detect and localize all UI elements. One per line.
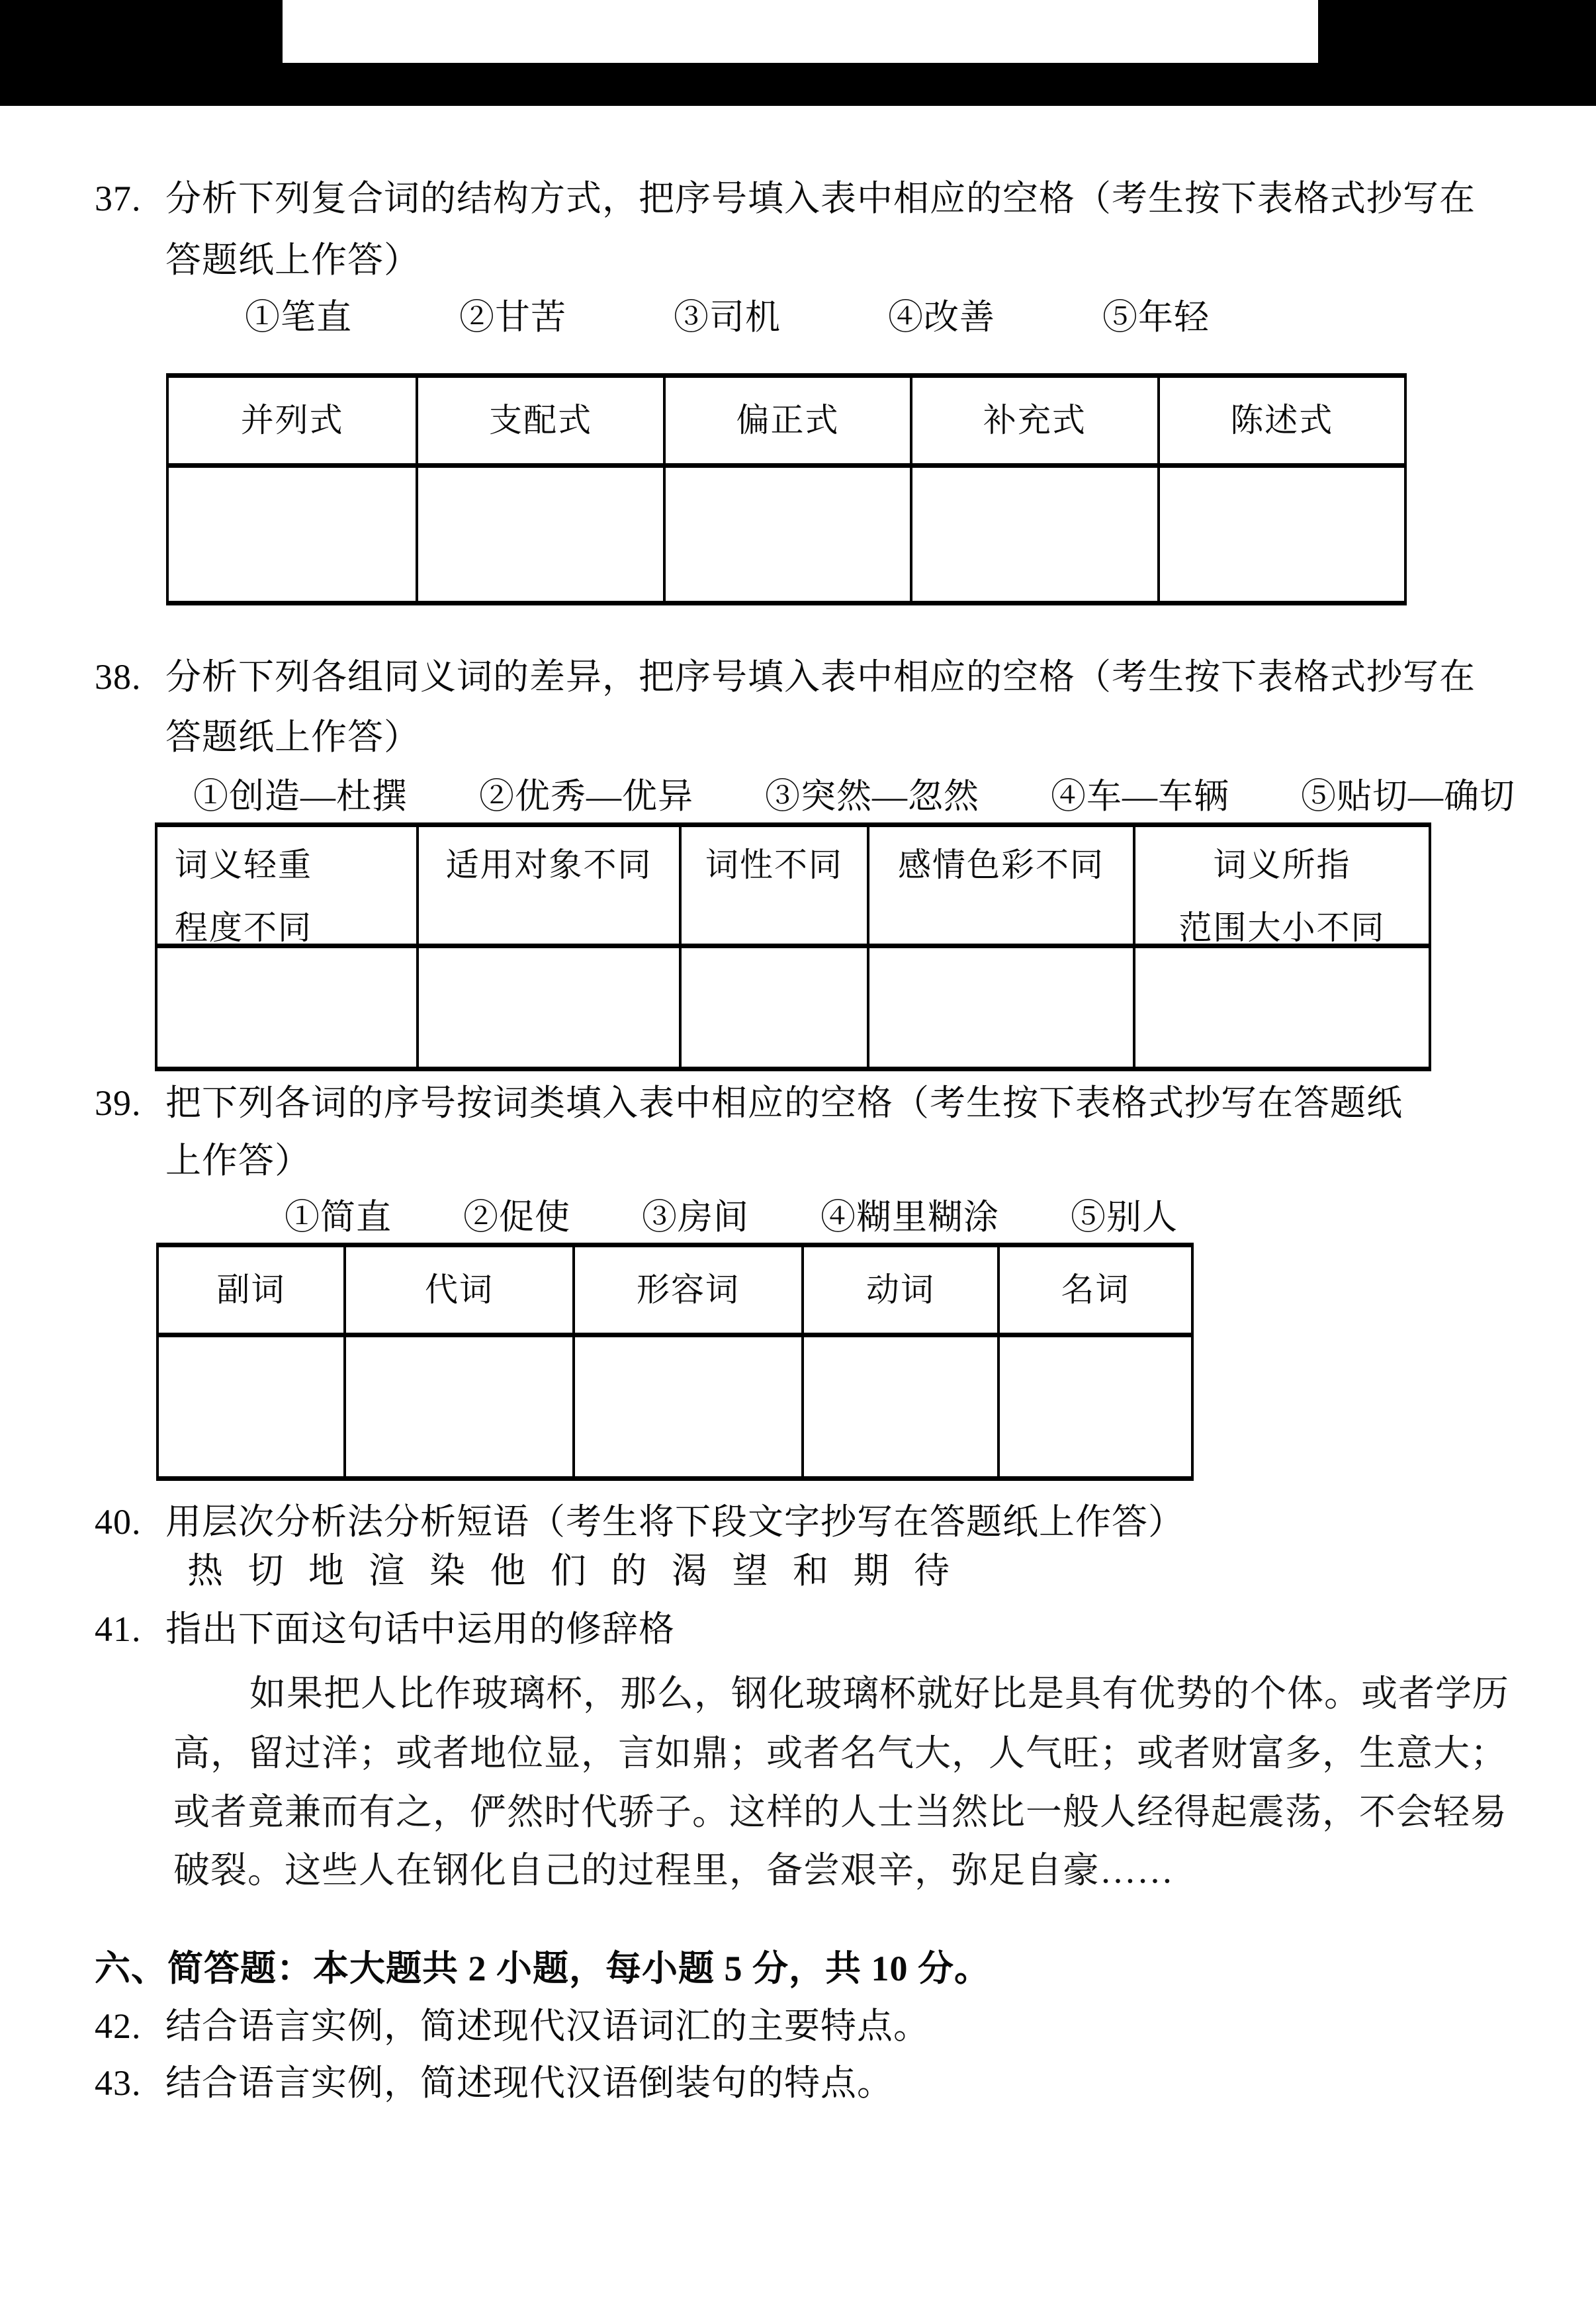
q37-table-header-cell <box>169 378 416 463</box>
question-42-line <box>95 2003 930 2049</box>
q39-header-2: 代词 <box>425 1271 494 1308</box>
q37-header-3: 偏正式 <box>736 402 840 439</box>
paragraph-text: 如果把人比作玻璃杯，那么，钢化玻璃杯就好比是具有优势的个体。或者学历 <box>249 1673 1510 1714</box>
section-6-text: 简答题：本大题共 2 小题，每小题 5 分，共 10 分。 <box>167 1949 991 1988</box>
question-42-number: 42. <box>95 2006 142 2046</box>
q39-table-header-row <box>159 1247 1191 1337</box>
q37-header-2: 支配式 <box>489 402 593 439</box>
question-41-line <box>95 1606 675 1652</box>
q37-table-header-cell <box>416 378 662 463</box>
question-37-line1 <box>95 175 1476 222</box>
q38-table-empty-cell <box>867 948 1133 1067</box>
q37-table-empty-cell <box>910 468 1157 601</box>
q38-table-header-cell <box>416 827 679 944</box>
question-42-text: 结合语言实例，简述现代汉语词汇的主要特点。 <box>165 2006 930 2046</box>
question-37-items-text: ①笔直 ②甘苦 ③司机 ④改善 ⑤年轻 <box>245 298 1210 337</box>
q37-table <box>166 373 1407 605</box>
q38-table-header-cell <box>867 827 1133 944</box>
q39-table-empty-cell <box>572 1337 801 1476</box>
q39-table-empty-cell <box>801 1337 997 1476</box>
question-38-line2 <box>165 714 420 760</box>
question-41-text: 指出下面这句话中运用的修辞格 <box>165 1609 675 1649</box>
q39-header-4: 动词 <box>866 1271 935 1308</box>
q38-header-5-line1: 词义所指 <box>1213 846 1351 883</box>
question-37-text: 分析下列复合词的结构方式，把序号填入表中相应的空格（考生按下表格式抄写在 <box>165 179 1476 218</box>
q39-table-empty-cell <box>997 1337 1191 1476</box>
question-41-number: 41. <box>95 1609 142 1649</box>
q38-header-4-line1: 感情色彩不同 <box>898 846 1104 883</box>
question-38-line1 <box>95 654 1476 700</box>
q38-header-1-line1: 词义轻重 <box>175 846 312 883</box>
question-43-text: 结合语言实例，简述现代汉语倒装句的特点。 <box>165 2063 893 2103</box>
question-38-text: 分析下列各组同义词的差异，把序号填入表中相应的空格（考生按下表格式抄写在 <box>165 657 1476 697</box>
q39-table-header-cell <box>159 1247 343 1333</box>
q37-header-4: 补充式 <box>983 402 1086 439</box>
q37-table-empty-cell <box>663 468 910 601</box>
q37-header-1: 并列式 <box>240 402 344 439</box>
q38-table-header-row <box>157 827 1429 948</box>
q39-header-1: 副词 <box>216 1271 286 1308</box>
section-6-label: 六、 <box>95 1949 167 1988</box>
question-39-text: 把下列各词的序号按词类填入表中相应的空格（考生按下表格式抄写在答题纸 <box>165 1083 1403 1123</box>
section-6-heading <box>95 1945 991 1992</box>
q39-header-3: 形容词 <box>637 1271 740 1308</box>
q39-table-header-cell <box>343 1247 572 1333</box>
question-37-text-cont: 答题纸上作答） <box>165 240 420 280</box>
q37-header-5: 陈述式 <box>1230 402 1334 439</box>
question-40-phrase <box>187 1548 957 1594</box>
question-39-text-cont: 上作答） <box>165 1141 311 1180</box>
paragraph-text: 破裂。这些人在钢化自己的过程里，备尝艰辛，弥足自豪…… <box>173 1850 1175 1890</box>
q38-table-header-cell <box>157 827 416 944</box>
q38-table-header-cell <box>1133 827 1429 944</box>
q41-paragraph-line-4 <box>173 1847 1174 1894</box>
q38-header-5-line2: 范围大小不同 <box>1178 909 1386 944</box>
q39-table-header-cell <box>572 1247 801 1333</box>
question-40-phrase-text: 热 切 地 渲 染 他 们 的 渴 望 和 期 待 <box>187 1551 957 1591</box>
q39-table-empty-cell <box>159 1337 343 1476</box>
question-38-items <box>193 774 1515 820</box>
q38-header-2-line1: 适用对象不同 <box>445 846 652 883</box>
question-39-line2 <box>165 1137 311 1184</box>
q38-table-body-row <box>157 948 1429 1067</box>
q37-table-body-row <box>169 468 1404 601</box>
question-43-line <box>95 2060 893 2106</box>
question-39-items-text: ①简直 ②促使 ③房间 ④糊里糊涂 ⑤别人 <box>285 1198 1178 1237</box>
question-40-number: 40. <box>95 1502 142 1542</box>
paragraph-text: 或者竟兼而有之，俨然时代骄子。这样的人士当然比一般人经得起震荡，不会轻易 <box>173 1792 1508 1832</box>
question-40-text: 用层次分析法分析短语（考生将下段文字抄写在答题纸上作答） <box>165 1502 1184 1542</box>
q38-table-empty-cell <box>416 948 679 1067</box>
q37-table-header-cell <box>663 378 910 463</box>
question-39-items <box>285 1194 1178 1241</box>
q38-table-empty-cell <box>157 948 416 1067</box>
question-38-text-cont: 答题纸上作答） <box>165 717 420 757</box>
question-38-items-text: ①创造—杜撰 ②优秀—优异 ③突然—忽然 ④车—车辆 ⑤贴切—确切 <box>193 777 1515 816</box>
q38-header-1-line2: 程度不同 <box>175 909 312 944</box>
q39-table-header-cell <box>997 1247 1191 1333</box>
q38-table-header-cell <box>679 827 867 944</box>
question-37-line2 <box>165 237 420 283</box>
q37-table-header-cell <box>910 378 1157 463</box>
q37-table-header-row <box>169 378 1404 468</box>
q37-table-empty-cell <box>416 468 662 601</box>
question-37-number: 37. <box>95 179 142 218</box>
q38-header-3-line1: 词性不同 <box>705 846 843 883</box>
q39-table-header-cell <box>801 1247 997 1333</box>
q38-table-empty-cell <box>679 948 867 1067</box>
scan-white-label-area <box>283 0 1318 63</box>
q38-table <box>155 822 1431 1071</box>
q37-table-header-cell <box>1157 378 1404 463</box>
question-39-line1 <box>95 1080 1403 1126</box>
q39-table <box>156 1243 1194 1481</box>
q39-table-empty-cell <box>343 1337 572 1476</box>
question-38-number: 38. <box>95 657 142 697</box>
q37-table-empty-cell <box>1157 468 1404 601</box>
paragraph-text: 高，留过洋；或者地位显，言如鼎；或者名气大，人气旺；或者财富多，生意大； <box>173 1733 1508 1773</box>
q37-table-empty-cell <box>169 468 416 601</box>
q39-header-5: 名词 <box>1061 1271 1130 1308</box>
question-40-line <box>95 1499 1184 1545</box>
q41-paragraph-line-3 <box>173 1789 1507 1836</box>
question-37-items <box>245 294 1210 341</box>
q39-table-body-row <box>159 1337 1191 1476</box>
scan-black-band <box>0 0 1596 106</box>
q38-table-empty-cell <box>1133 948 1429 1067</box>
q41-paragraph-line-1 <box>249 1671 1509 1717</box>
question-43-number: 43. <box>95 2063 142 2103</box>
question-39-number: 39. <box>95 1083 142 1123</box>
q41-paragraph-line-2 <box>173 1730 1507 1777</box>
